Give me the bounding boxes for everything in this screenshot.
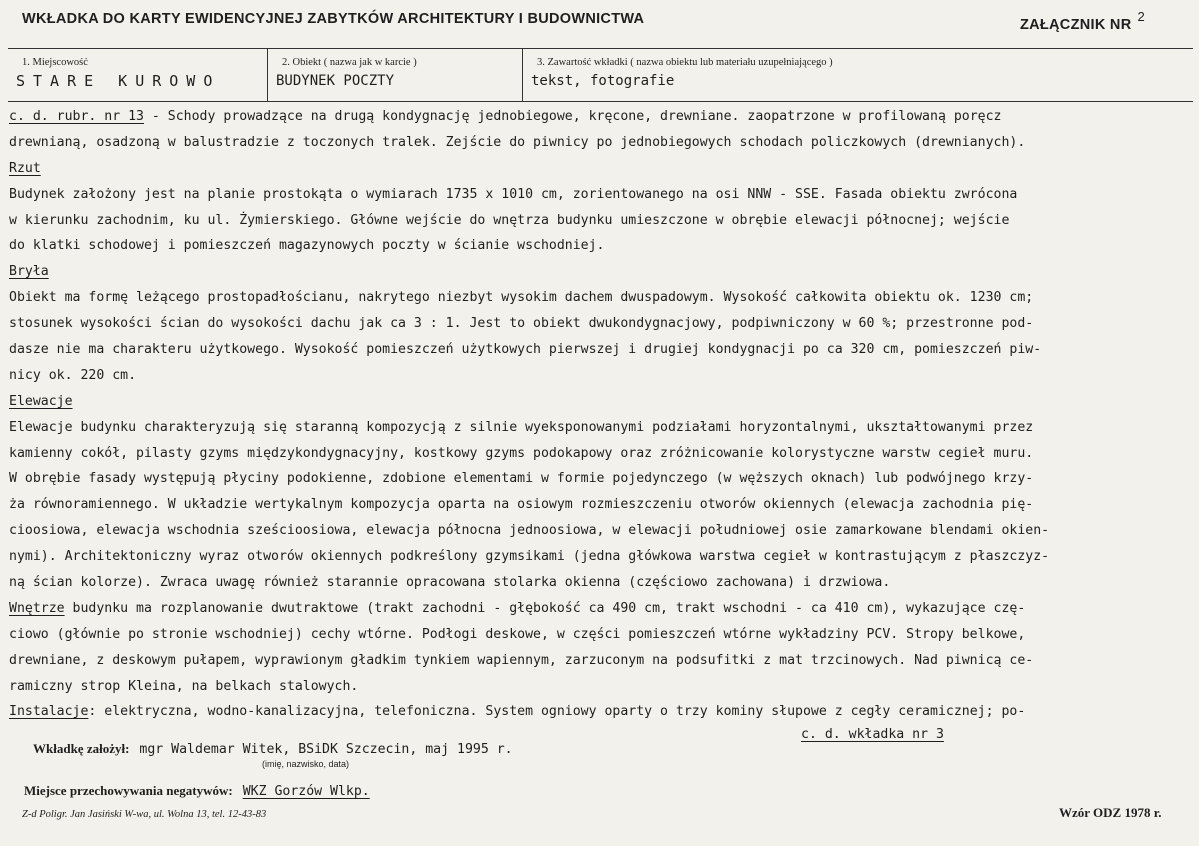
text-line: ramiczny strop Kleina, na belkach stalowych. bbox=[9, 678, 359, 694]
locality-label: 1. Miejscowość bbox=[22, 57, 88, 68]
printer-imprint: Z-d Poligr. Jan Jasiński W-wa, ul. Wolna 13, tel. 12-43-83 bbox=[22, 809, 267, 820]
text-span: : elektryczna, wodno-kanalizacyjna, telefoniczna. System ogniowy oparty o trzy kominy słupowe z cegły ceramicznej; po- bbox=[88, 704, 1026, 720]
text-line bbox=[9, 596, 1189, 622]
section-heading-elewacje bbox=[9, 389, 1189, 415]
section-reference: c. d. rubr. nr 13 bbox=[9, 109, 144, 124]
locality-field bbox=[8, 49, 268, 101]
form-title: WKŁADKA DO KARTY EWIDENCYJNEJ ZABYTKÓW ARCHITEKTURY I BUDOWNICTWA bbox=[22, 11, 645, 27]
contents-value: tekst, fotografie bbox=[531, 73, 675, 89]
text-line: stosunek wysokości ścian do wysokości dachu jak ca 3 : 1. Jest to obiekt dwukondygnacjowy, podpiwniczony w 60 %; przestronne pod- bbox=[9, 316, 1034, 332]
typed-description bbox=[9, 104, 1189, 725]
header-fields bbox=[8, 48, 1193, 102]
continuation-note: c. d. wkładka nr 3 bbox=[801, 727, 944, 742]
text-span: budynku ma rozplanowanie dwutraktowe (trakt zachodni - głębokość ca 490 cm, trakt wschodni - ca 410 cm), wykazujące czę- bbox=[64, 600, 1026, 616]
text-line: dasze nie ma charakteru użytkowego. Wysokość pomieszczeń użytkowych pierwszej i drugiej kondygnacji po ca 320 cm, pomieszczeń piw- bbox=[9, 342, 1042, 358]
heading-text: Bryła bbox=[9, 264, 49, 280]
text-line: W obrębie fasady występują płyciny podokienne, zdobione elementami w formie pojedynczego (w węższych oknach) lub podwójnego krzy- bbox=[9, 471, 1034, 487]
heading-text: Rzut bbox=[9, 160, 41, 176]
object-label: 2. Obiekt ( nazwa jak w karcie ) bbox=[282, 57, 417, 68]
text-line: Budynek założony jest na planie prostokąta o wymiarach 1735 x 1010 cm, zorientowanego na osi NNW - SSE. Fasada obiektu zwrócona bbox=[9, 186, 1018, 202]
text-line: do klatki schodowej i pomieszczeń magazynowych poczty w ścianie wschodniej. bbox=[9, 238, 605, 254]
author-row bbox=[33, 740, 513, 758]
heading-wnetrze: Wnętrze bbox=[9, 600, 65, 616]
text-line: ża równoramiennego. W układzie wertykalnym kompozycja oparta na osiowym rozmieszczeniu otworów okiennych (elewacja zachodnia pię- bbox=[9, 497, 1034, 513]
text-line: ciowo (głównie po stronie wschodniej) cechy wtórne. Podłogi deskowe, w części pomieszczeń wtórne wykładziny PCV. Stropy belkowe, bbox=[9, 626, 1026, 642]
text-line bbox=[9, 699, 1189, 725]
attachment-label-text: ZAŁĄCZNIK NR bbox=[1019, 16, 1132, 33]
heading-text: Elewacje bbox=[9, 393, 73, 409]
text-span: - Schody prowadzące na drugą kondygnację jednobiegowe, kręcone, drewniane. zaopatrzone w profilowaną poręcz bbox=[143, 109, 1002, 124]
contents-field bbox=[523, 49, 1193, 101]
text-line: Obiekt ma formę leżącego prostopadłościanu, nakrytego niezbyt wysokim dachem dwuspadowym. Wysokość całkowita obiektu ok. 1230 cm; bbox=[9, 290, 1034, 306]
text-line: cioosiowa, elewacja wschodnia sześcioosiowa, elewacja północna jednoosiowa, w elewacji południowej osie zamarkowane blendami okien- bbox=[9, 523, 1050, 539]
attachment-number: 2 bbox=[1137, 9, 1145, 24]
text-line: kamienny cokół, pilasty gzyms międzykondygnacyjny, kostkowy gzyms podokapowy oraz zróżnicowanie kolorystyczne warstw cegieł muru. bbox=[9, 445, 1034, 461]
text-line: Elewacje budynku charakteryzują się staranną kompozycją z silnie wyeksponowanymi podziałami horyzontalnymi, ukształtowanymi przez bbox=[9, 419, 1034, 435]
locality-value: STARE KUROWO bbox=[16, 72, 221, 90]
author-value: mgr Waldemar Witek, BSiDK Szczecin, maj 1995 r. bbox=[139, 742, 513, 757]
text-line bbox=[9, 104, 1189, 130]
text-line: w kierunku zachodnim, ku ul. Żymierskiego. Główne wejście do wnętrza budynku umieszczone w obrębie elewacji północnej; wejście bbox=[9, 212, 1010, 228]
object-value: BUDYNEK POCZTY bbox=[276, 73, 395, 89]
text-line: nymi). Architektoniczny wyraz otworów okiennych podkreślony gzymsikami (jedna główkowa warstwa cegieł w kontrastującym z płaszczyz- bbox=[9, 549, 1050, 565]
section-heading-bryla bbox=[9, 259, 1189, 285]
section-heading-rzut bbox=[9, 156, 1189, 182]
text-line: ną ścian kolorze). Zwraca uwagę również starannie opracowana stolarka okienna (częściowo zachowana) i drzwiowa. bbox=[9, 575, 891, 591]
text-line: nicy ok. 220 cm. bbox=[9, 367, 137, 383]
object-field bbox=[268, 49, 523, 101]
author-note: (imię, nazwisko, data) bbox=[262, 759, 350, 769]
heading-instalacje: Instalacje bbox=[9, 704, 89, 720]
author-label: Wkładkę założył: bbox=[33, 741, 130, 756]
negatives-value: WKZ Gorzów Wlkp. bbox=[242, 784, 370, 799]
form-code: Wzór ODZ 1978 r. bbox=[1059, 805, 1162, 820]
negatives-row bbox=[24, 782, 370, 800]
contents-label: 3. Zawartość wkładki ( nazwa obiektu lub materiału uzupełniającego ) bbox=[537, 57, 833, 68]
attachment-label bbox=[1020, 11, 1145, 33]
text-line: drewnianą, osadzoną w balustradzie z toczonych tralek. Zejście do piwnicy po jednobiegowych schodach policzkowych (drewnianych). bbox=[9, 134, 1026, 150]
text-line: drewniane, z deskowym pułapem, wyprawionym gładkim tynkiem wapiennym, zarzuconym na podsufitki z mat trzcinowych. Nad piwnicą ce- bbox=[9, 652, 1034, 668]
negatives-label: Miejsce przechowywania negatywów: bbox=[24, 783, 233, 798]
